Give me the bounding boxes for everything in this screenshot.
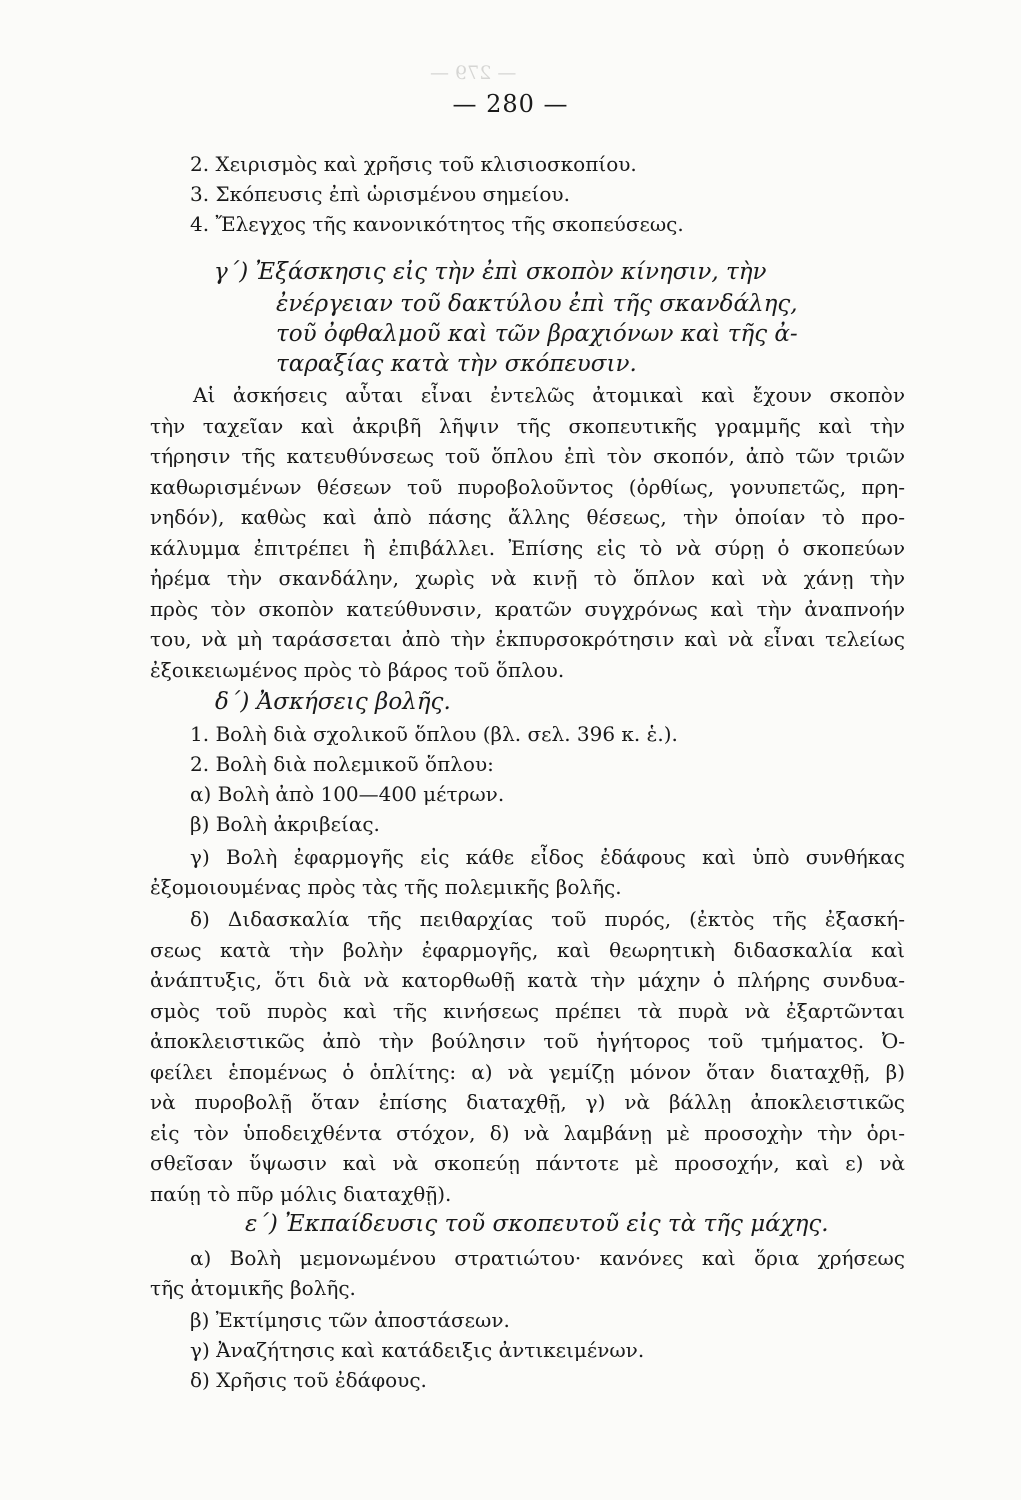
paragraph-line: πρὸς τὸν σκοπὸν κατεύθυνσιν, κρατῶν συγχρόνως καὶ τὴν ἀναπνοήν: [150, 597, 905, 621]
paragraph-line: ἀποκλειστικῶς ἀπὸ τὴν βούλησιν τοῦ ἡγήτορος τοῦ τμήματος. Ὀ-: [150, 1029, 905, 1053]
list-item: 2. Χειρισμὸς καὶ χρῆσις τοῦ κλισιοσκοπίου.: [190, 152, 637, 176]
list-item: 2. Βολὴ διὰ πολεμικοῦ ὅπλου:: [190, 752, 494, 776]
paragraph-line: σθεῖσαν ὕψωσιν καὶ νὰ σκοπεύῃ πάντοτε μὲ προσοχήν, καὶ ε) νὰ: [150, 1151, 905, 1175]
section-heading-delta: δ΄) Ἀσκήσεις βολῆς.: [215, 689, 451, 715]
section-heading-gamma-line: τοῦ ὀφθαλμοῦ καὶ τῶν βραχιόνων καὶ τῆς ἀ-: [276, 321, 798, 347]
list-item: 3. Σκόπευσις ἐπὶ ὡρισμένου σημείου.: [190, 182, 570, 206]
paragraph-line: γ) Βολὴ ἐφαρμογῆς εἰς κάθε εἶδος ἐδάφους καὶ ὑπὸ συνθήκας: [190, 845, 905, 869]
paragraph-line: ἐξοικειωμένος πρὸς τὸ βάρος τοῦ ὅπλου.: [150, 658, 565, 682]
paragraph-line: δ) Διδασκαλία τῆς πειθαρχίας τοῦ πυρός, (ἐκτὸς τῆς ἐξασκή-: [190, 907, 905, 931]
list-item: δ) Χρῆσις τοῦ ἐδάφους.: [190, 1368, 427, 1392]
paragraph-line: του, νὰ μὴ ταράσσεται ἀπὸ τὴν ἐκπυρσοκρότησιν καὶ νὰ εἶναι τελείως: [150, 627, 905, 651]
paragraph-line: τῆς ἀτομικῆς βολῆς.: [150, 1276, 356, 1300]
paragraph-line: α) Βολὴ μεμονωμένου στρατιώτου· κανόνες καὶ ὅρια χρήσεως: [190, 1246, 905, 1270]
section-heading-epsilon: ε΄) Ἐκπαίδευσις τοῦ σκοπευτοῦ εἰς τὰ τῆς μάχης.: [245, 1211, 829, 1237]
list-item: 1. Βολὴ διὰ σχολικοῦ ὅπλου (βλ. σελ. 396 κ. ἑ.).: [190, 722, 678, 746]
paragraph-line: σμὸς τοῦ πυρὸς καὶ τῆς κινήσεως πρέπει τὰ πυρὰ νὰ ἐξαρτῶνται: [150, 999, 905, 1023]
paragraph-line: τὴν ταχεῖαν καὶ ἀκριβῆ λῆψιν τῆς σκοπευτικῆς γραμμῆς καὶ τὴν: [150, 414, 905, 438]
paragraph-line: εἰς τὸν ὑποδειχθέντα στόχον, δ) νὰ λαμβάνῃ μὲ προσοχὴν τὴν ὁρι-: [150, 1121, 905, 1145]
paragraph-line: καθωρισμένων θέσεων τοῦ πυροβολοῦντος (ὀρθίως, γονυπετῶς, πρη-: [150, 475, 905, 499]
section-heading-gamma-line: γ΄) Ἐξάσκησις εἰς τὴν ἐπὶ σκοπὸν κίνησιν, τὴν: [214, 259, 767, 285]
paragraph-line: ἐξομοιουμένας πρὸς τὰς τῆς πολεμικῆς βολῆς.: [150, 875, 622, 899]
paragraph-line: παύῃ τὸ πῦρ μόλις διαταχθῇ).: [150, 1182, 452, 1206]
show-through-bleed: — 279 —: [430, 62, 517, 84]
list-item: α) Βολὴ ἀπὸ 100—400 μέτρων.: [190, 782, 505, 806]
list-item: 4. Ἔλεγχος τῆς κανονικότητος τῆς σκοπεύσεως.: [190, 212, 684, 236]
paragraph-line: νὰ πυροβολῇ ὅταν ἐπίσης διαταχθῇ, γ) νὰ βάλλῃ ἀποκλειστικῶς: [150, 1090, 905, 1114]
list-item: γ) Ἀναζήτησις καὶ κατάδειξις ἀντικειμένων.: [190, 1338, 645, 1362]
paragraph-line: φείλει ἑπομένως ὁ ὁπλίτης: α) νὰ γεμίζῃ μόνον ὅταν διαταχθῇ, β): [150, 1060, 905, 1084]
paragraph-line: Αἱ ἀσκήσεις αὗται εἶναι ἐντελῶς ἀτομικαὶ καὶ ἔχουν σκοπὸν: [193, 383, 905, 407]
paragraph-line: σεως κατὰ τὴν βολὴν ἐφαρμογῆς, καὶ θεωρητικὴ διδασκαλία καὶ: [150, 938, 905, 962]
section-heading-gamma-line: ταραξίας κατὰ τὴν σκόπευσιν.: [276, 351, 637, 377]
list-item: β) Ἐκτίμησις τῶν ἀποστάσεων.: [190, 1308, 510, 1332]
paragraph-line: κάλυμμα ἐπιτρέπει ἢ ἐπιβάλλει. Ἐπίσης εἰς τὸ νὰ σύρῃ ὁ σκοπεύων: [150, 536, 905, 560]
paragraph-line: νηδόν), καθὼς καὶ ἀπὸ πάσης ἄλλης θέσεως, τὴν ὁποίαν τὸ προ-: [150, 505, 905, 529]
section-heading-gamma-line: ἐνέργειαν τοῦ δακτύλου ἐπὶ τῆς σκανδάλης,: [276, 291, 798, 317]
paragraph-line: τήρησιν τῆς κατευθύνσεως τοῦ ὅπλου ἐπὶ τὸν σκοπόν, ἀπὸ τῶν τριῶν: [150, 444, 905, 468]
paragraph-line: ἀνάπτυξις, ὅτι διὰ νὰ κατορθωθῇ κατὰ τὴν μάχην ὁ πλήρης συνδυα-: [150, 968, 905, 992]
list-item: β) Βολὴ ἀκριβείας.: [190, 812, 380, 836]
paragraph-line: ἠρέμα τὴν σκανδάλην, χωρὶς νὰ κινῇ τὸ ὅπλον καὶ νὰ χάνῃ τὴν: [150, 566, 905, 590]
page-number-header: — 280 —: [452, 90, 569, 118]
